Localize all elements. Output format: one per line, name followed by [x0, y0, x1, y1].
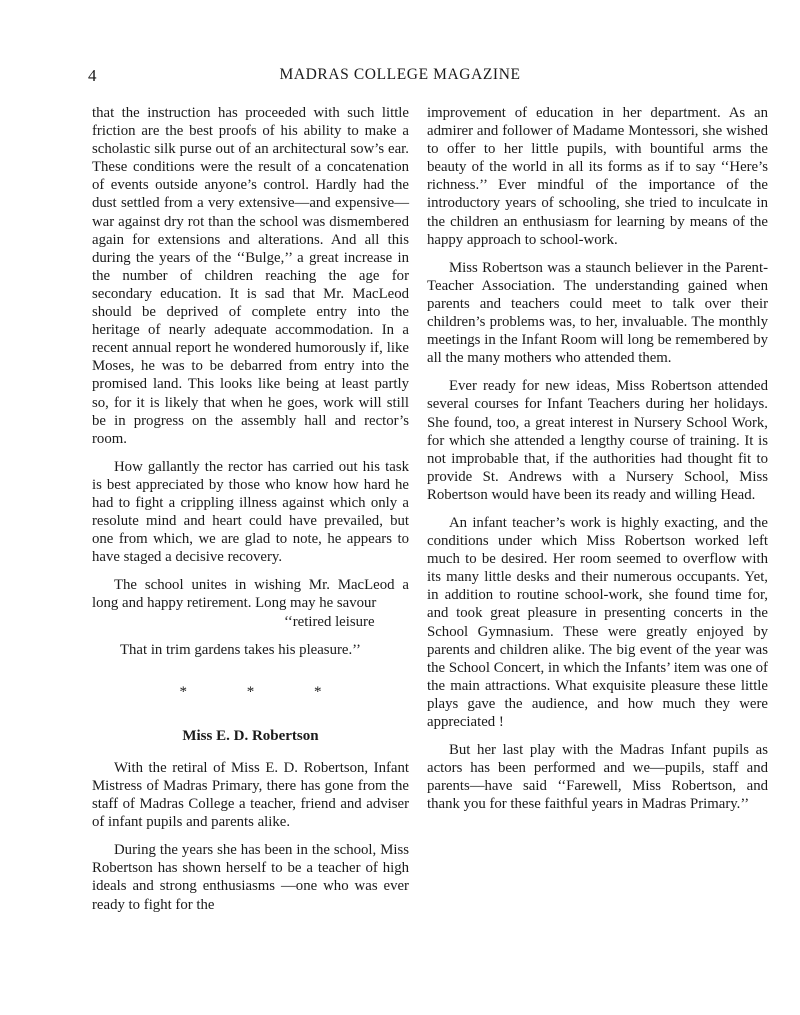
- quote-line: ‘‘retired leisure: [284, 613, 375, 630]
- paragraph: The school unites in wishing Mr. MacLeod a long and happy retirement. Long may he savour: [92, 577, 409, 612]
- paragraph: How gallantly the rector has carried out his task is best appreciated by those who know how hard he had to fight a crippling illness against which only a resolute mind and heart could have prevailed, but one from which, we are glad to note, he appears to have staged a decisive recovery.: [92, 458, 409, 566]
- right-column: [427, 104, 768, 823]
- paragraph: But her last play with the Madras Infant pupils as actors has been performed and we—pupils, staff and parents—have said ‘‘Farewell, Miss Robertson, and thank you for these faithful years in Madras Primary.’’: [427, 742, 768, 813]
- paragraph: improvement of education in her department. As an admirer and follower of Madame Montessori, she wished to offer to her little pupils, with bountiful arms the beauty of the world in all its forms as if to say ‘‘Here’s richness.’’ Ever mindful of the importance of the introductory years of schooling, she tried to inculcate in the children an enthusiasm for learning by means of the happy approach to school-work.: [427, 105, 768, 248]
- left-column: [92, 104, 409, 924]
- paragraph: Ever ready for new ideas, Miss Robertson attended several courses for Infant Teachers during her holidays. She found, too, a great interest in Nursery School Work, for which she attended a lengthy course of training. It is not improbable that, if the authorities had thought fit to provide St. Andrews with a Nursery School, Miss Robertson would have been its ready and willing Head.: [427, 378, 768, 503]
- page-number: 4: [88, 66, 97, 85]
- section-separator: * * *: [179, 683, 350, 700]
- section-heading: Miss E. D. Robertson: [182, 727, 319, 744]
- running-head: MADRAS COLLEGE MAGAZINE: [279, 66, 521, 83]
- quote-line: That in trim gardens takes his pleasure.’’: [120, 641, 361, 658]
- paragraph: Miss Robertson was a staunch believer in the Parent-Teacher Association. The understanding gained when parents and teachers could meet to talk over their children’s problems was, to her, invaluable. The monthly meetings in the Infant Room will long be remembered by all the many mothers who attended them.: [427, 259, 768, 367]
- paragraph: With the retiral of Miss E. D. Robertson, Infant Mistress of Madras Primary, there has gone from the staff of Madras College a teacher, friend and adviser of infant pupils and parents alike.: [92, 759, 409, 831]
- paragraph: During the years she has been in the school, Miss Robertson has shown herself to be a teacher of high ideals and strong enthusiasms —one who was ever ready to fight for the: [92, 842, 409, 913]
- paragraph: that the instruction has proceeded with such little friction are the best proofs of his ability to make a scholastic silk purse out of an architectural sow’s ear. These conditions were the result of a concatenation of events outside anyone’s control. Hardly had the dust settled from a very extensive—and expensive—war against dry rot than the school was dismembered again for extensions and alterations. And all this during the years of the ‘‘Bulge,’’ a great increase in the number of children reaching the age for secondary education. It is sad that Mr. MacLeod should be deprived of complete entry into the heritage of nearly adequate accommodation. In a recent annual report he wondered humorously if, like Moses, he was to be debarred from entry into the promised land. This looks like being at least partly so, for it is likely that when he goes, work will still be in progress on the assembly hall and rector’s room.: [92, 105, 409, 447]
- paragraph: An infant teacher’s work is highly exacting, and the conditions under which Miss Robertson worked left much to be desired. Her room seemed to overflow with its many little desks and their numerous occupants. Yet, in addition to routine school-work, she found time for, and took great pleasure in presenting concerts in the School Gymnasium. These were greatly enjoyed by parents and children alike. The big event of the year was the School Concert, in which the Infants’ item was one of the main attractions. What exquisite pleasure these little plays gave the audience, and how much they were appreciated !: [427, 514, 768, 730]
